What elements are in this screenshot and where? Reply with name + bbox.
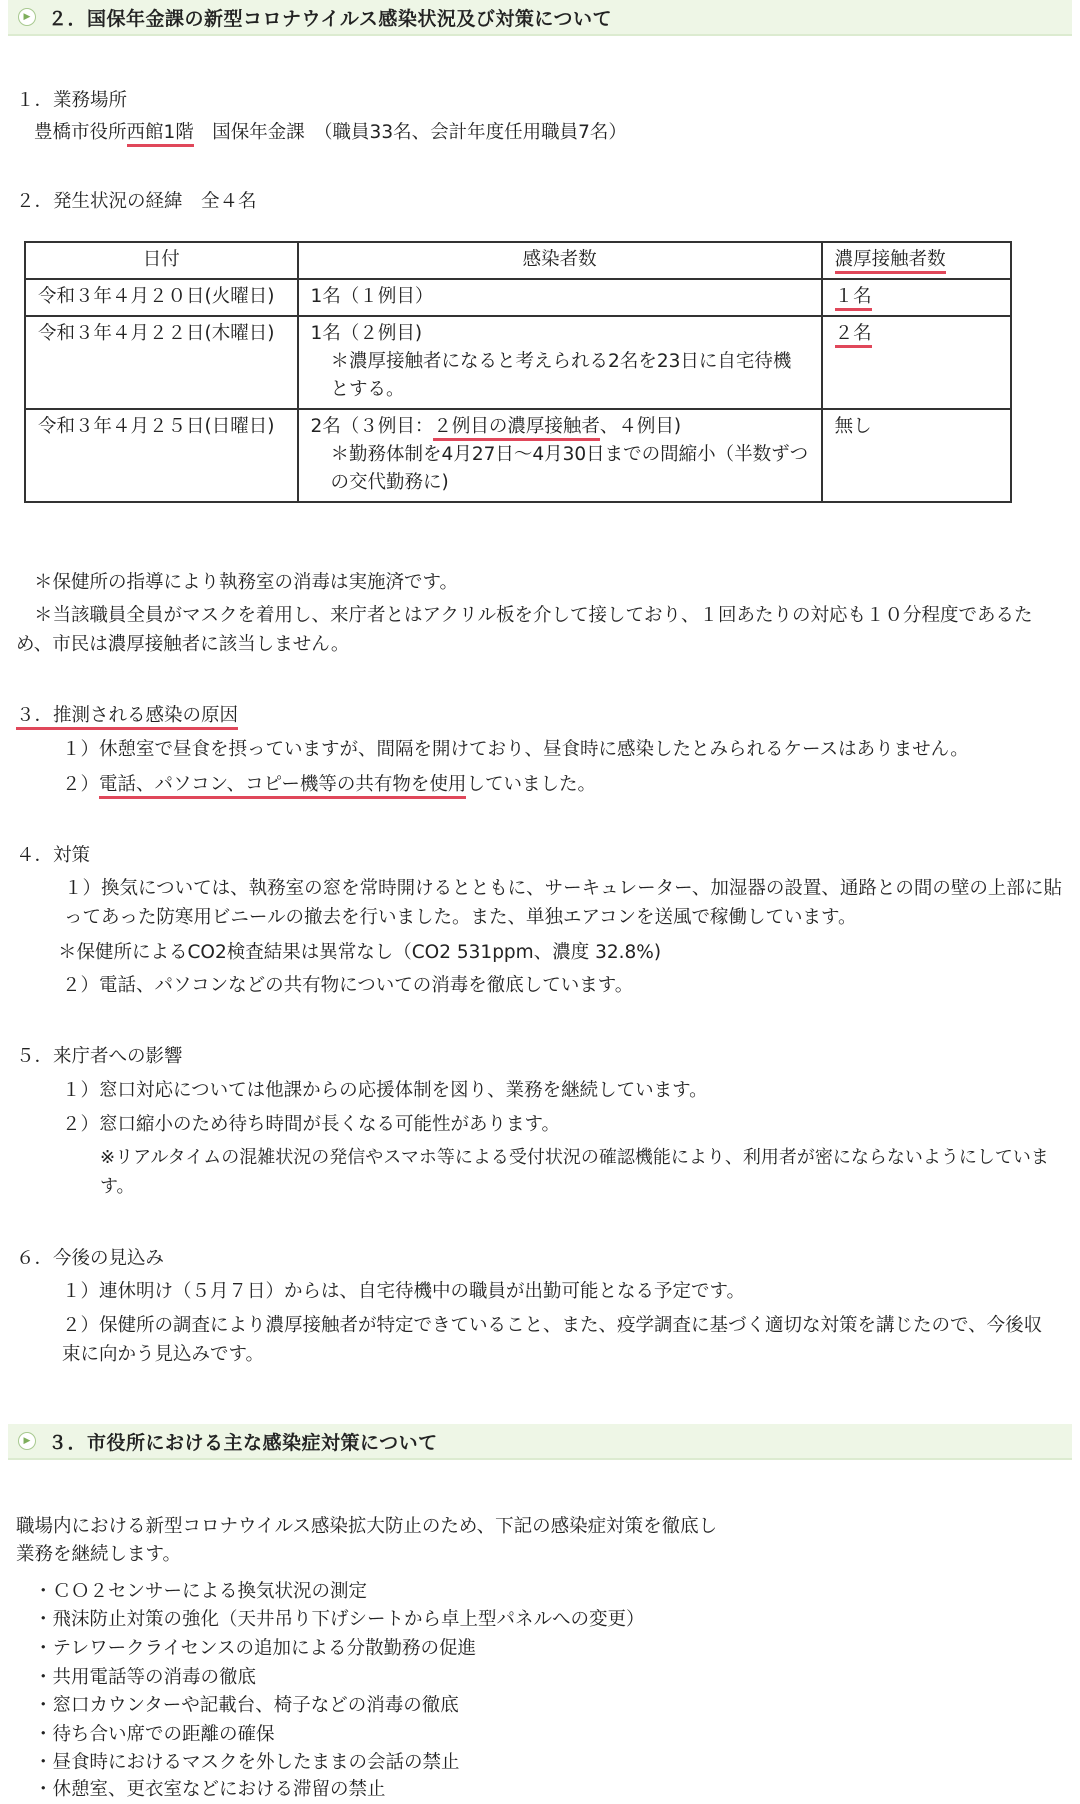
- row2-contacts: [822, 316, 1011, 409]
- item1-text-suffix: 国保年金課 （職員33名、会計年度任用職員7名）: [193, 122, 627, 143]
- section-3-header: [8, 1424, 1072, 1460]
- section-2-header: [8, 0, 1072, 36]
- item4-note-co2: ＊保健所によるCO2検査結果は異常なし（CO2 531ppm、濃度 32.8%): [58, 942, 662, 963]
- row2-contacts-value: ２名: [835, 323, 872, 348]
- item1-text: [34, 118, 627, 147]
- item3-point2: [62, 770, 596, 799]
- list-item: ・昼食時におけるマスクを外したままの会話の禁止: [34, 1752, 460, 1773]
- table-row: [25, 409, 1011, 502]
- cases-table: [24, 241, 1012, 503]
- table-header-row: [25, 242, 1011, 279]
- table-header-contacts-label: 濃厚接触者数: [835, 249, 946, 274]
- item4-point2: ２）電話、パソコンなどの共有物についての消毒を徹底しています。: [62, 975, 634, 996]
- section3-intro-line2: 業務を継続します。: [16, 1544, 182, 1565]
- item3-heading: [16, 701, 238, 730]
- row2-note: ＊濃厚接触者になると考えられる2名を23日に自宅待機とする。: [330, 351, 792, 400]
- row3-date: 令和３年４月２５日(日曜日): [25, 409, 298, 502]
- list-item: ・ＣＯ２センサーによる換気状況の測定: [34, 1581, 368, 1602]
- row2-count: 1名（２例目): [310, 323, 423, 344]
- item4-point1: １）換気については、執務室の窓を常時開けるとともに、サーキュレーター、加湿器の設置、通路との間の壁の上部に貼ってあった防寒用ビニールの撤去を行いました。また、単独エアコンを送風で稼働しています。: [64, 878, 1062, 928]
- list-item: ・飛沫防止対策の強化（天井吊り下げシートから卓上型パネルへの変更）: [34, 1609, 645, 1630]
- row3-count-cell: [298, 409, 822, 502]
- item5-point2: ２）窓口縮小のため待ち時間が長くなる可能性があります。: [62, 1114, 561, 1135]
- item1-heading: １．業務場所: [16, 90, 128, 111]
- row1-contacts-value: １名: [835, 286, 872, 311]
- item3-point2-suffix: していました。: [466, 774, 596, 795]
- list-item: ・休憩室、更衣室などにおける滞留の禁止: [34, 1779, 386, 1800]
- row2-count-cell: [298, 316, 822, 409]
- row1-contacts: [822, 279, 1011, 316]
- list-item: ・待ち合い席での距離の確保: [34, 1724, 275, 1745]
- row1-count: 1名（１例目）: [298, 279, 822, 316]
- table-header-date: 日付: [25, 242, 298, 279]
- list-item: ・共用電話等の消毒の徹底: [34, 1667, 257, 1688]
- item2-heading: ２．発生状況の経緯 全４名: [16, 191, 257, 212]
- table-row: [25, 316, 1011, 409]
- row3-count: [311, 413, 809, 441]
- item6-point1: １）連休明け（５月７日）からは、自宅待機中の職員が出勤可能となる予定です。: [62, 1281, 746, 1302]
- chevron-right-circle-icon: ▶: [18, 8, 36, 26]
- table-row: [25, 279, 1011, 316]
- row3-contacts: 無し: [822, 409, 1011, 502]
- item5-heading: ５．来庁者への影響: [16, 1046, 183, 1067]
- row3-count-prefix: 2名（３例目：: [310, 416, 434, 437]
- list-item: ・テレワークライセンスの追加による分散勤務の促進: [34, 1638, 476, 1659]
- item3-heading-text: ３．推測される感染の原因: [16, 705, 238, 730]
- item3-point2-marked: 電話、パソコン、コピー機等の共有物を使用: [99, 774, 466, 799]
- item6-heading: ６．今後の見込み: [16, 1248, 165, 1269]
- list-item: ・窓口カウンターや記載台、椅子などの消毒の徹底: [34, 1695, 459, 1716]
- note-disinfection: ＊保健所の指導により執務室の消毒は実施済です。: [34, 572, 459, 593]
- row3-count-suffix: 、４例目): [599, 416, 682, 437]
- item1-text-prefix: 豊橋市役所: [34, 122, 127, 143]
- item4-heading: ４．対策: [16, 845, 91, 866]
- note-masks: ＊当該職員全員がマスクを着用し、来庁者とはアクリル板を介して接しており、１回あたりの対応も１０分程度であるため、市民は濃厚接触者に該当しません。: [16, 605, 1033, 655]
- row2-date: 令和３年４月２２日(木曜日): [25, 316, 298, 409]
- section-2-title: ２．国保年金課の新型コロナウイルス感染状況及び対策について: [48, 7, 612, 30]
- row1-date: 令和３年４月２０日(火曜日): [25, 279, 298, 316]
- item6-point2: ２）保健所の調査により濃厚接触者が特定できていること、また、疫学調査に基づく適切な対策を講じたので、今後収束に向かう見込みです。: [62, 1315, 1043, 1365]
- item3-point2-prefix: ２）: [62, 774, 100, 795]
- row3-note: ＊勤務体制を4月27日〜4月30日までの間縮小（半数ずつの交代勤務に): [330, 444, 809, 493]
- table-header-count: 感染者数: [298, 242, 822, 279]
- item5-note: ※リアルタイムの混雑状況の発信やスマホ等による受付状況の確認機能により、利用者が密にならないようにしています。: [100, 1147, 1049, 1197]
- item5-point1: １）窓口対応については他課からの応援体制を図り、業務を継続しています。: [62, 1080, 708, 1101]
- item1-text-marked: 西館1階: [127, 122, 194, 147]
- section3-intro-line1: 職場内における新型コロナウイルス感染拡大防止のため、下記の感染症対策を徹底し: [16, 1516, 718, 1537]
- item3-point1: １）休憩室で昼食を摂っていますが、間隔を開けており、昼食時に感染したとみられるケースはありません。: [62, 739, 969, 760]
- chevron-right-circle-icon: ▶: [18, 1432, 36, 1450]
- row3-count-marked: ２例目の濃厚接触者: [433, 416, 600, 441]
- section-3-title: ３．市役所における主な感染症対策について: [48, 1431, 438, 1454]
- table-header-contacts: [822, 242, 1011, 279]
